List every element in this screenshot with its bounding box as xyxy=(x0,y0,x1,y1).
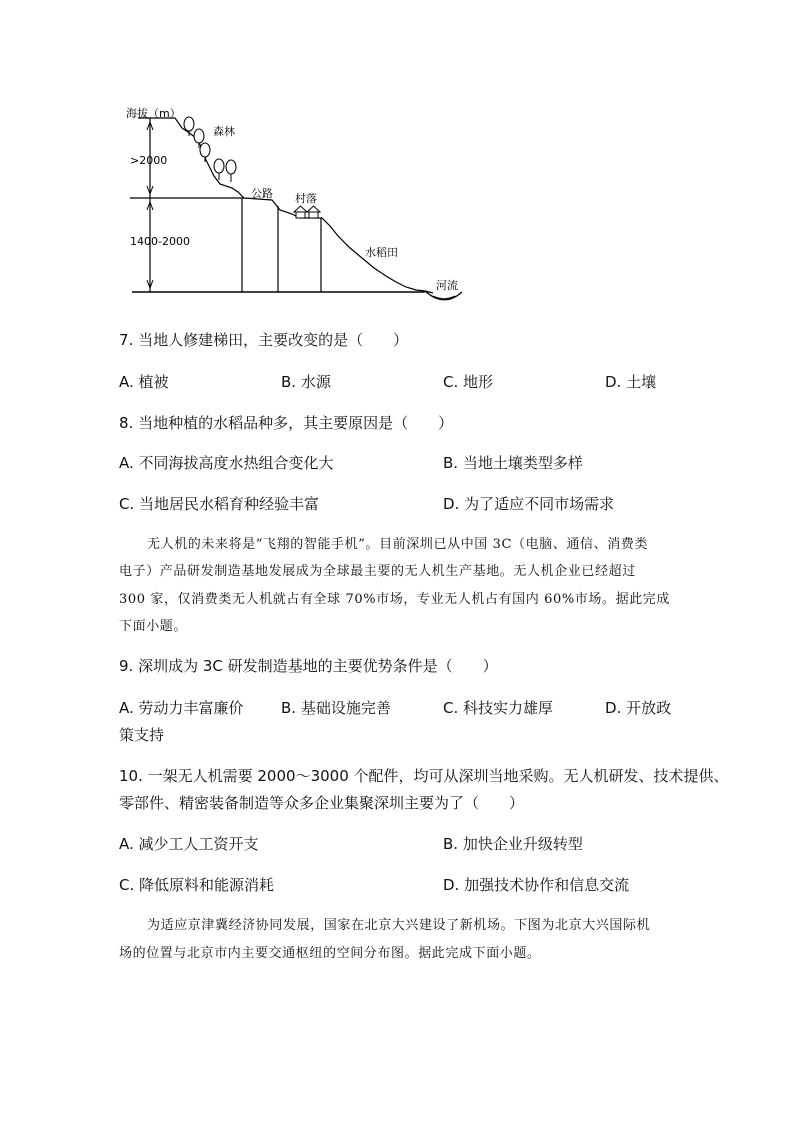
q8-option-b: B. 当地土壤类型多样 xyxy=(443,454,583,472)
band-label-high: >2000 xyxy=(130,154,168,167)
q10-stem-line2: 零部件、精密装备制造等众多企业集聚深圳主要为了（ ） xyxy=(119,794,525,812)
q9-option-c: C. 科技实力雄厚 xyxy=(443,699,554,717)
band-label-mid: 1400-2000 xyxy=(130,235,190,248)
q9-option-d: D. 开放政 xyxy=(605,699,672,717)
q9-option-d-continued: 策支持 xyxy=(119,726,165,744)
q10-option-a: A. 减少工人工资开支 xyxy=(119,835,259,853)
q8-option-d: D. 为了适应不同市场需求 xyxy=(443,495,615,513)
q8-option-a: A. 不同海拔高度水热组合变化大 xyxy=(119,454,334,472)
q7-option-b: B. 水源 xyxy=(281,373,331,391)
passage1-line4: 下面小题。 xyxy=(119,619,188,634)
passage2-line1: 为适应京津冀经济协同发展，国家在北京大兴建设了新机场。下图为北京大兴国际机 xyxy=(147,918,651,933)
q10-option-d: D. 加强技术协作和信息交流 xyxy=(443,876,630,894)
q8-stem: 8. 当地种植的水稻品种多，其主要原因是（ ） xyxy=(119,414,454,432)
passage1-line2: 电子）产品研发制造基地发展成为全球最主要的无人机生产基地。无人机企业已经超过 xyxy=(119,564,636,579)
passage1-line1: 无人机的未来将是“飞翔的智能手机”。目前深圳已从中国 3C（电脑、通信、消费类 xyxy=(147,537,649,552)
terrain-profile-line xyxy=(175,118,433,293)
axis-label: 海拔（m） xyxy=(126,107,181,120)
q10-option-c: C. 降低原料和能源消耗 xyxy=(119,876,275,894)
q9-stem: 9. 深圳成为 3C 研发制造基地的主要优势条件是（ ） xyxy=(119,657,498,675)
q8-option-c: C. 当地居民水稻育种经验丰富 xyxy=(119,495,320,513)
terrain-profile-figure xyxy=(0,0,794,320)
label-road: 公路 xyxy=(251,187,273,200)
q10-stem-line1: 10. 一架无人机需要 2000～3000 个配件，均可从深圳当地采购。无人机研发、技术提供、 xyxy=(119,767,729,785)
passage1-line3: 300 家，仅消费类无人机就占有全球 70%市场，专业无人机占有国内 60%市场。据此完成 xyxy=(119,592,670,607)
label-river: 河流 xyxy=(436,279,458,292)
q7-stem: 7. 当地人修建梯田，主要改变的是（ ） xyxy=(119,331,409,349)
q7-option-d: D. 土壤 xyxy=(605,373,657,391)
label-forest: 森林 xyxy=(213,125,235,138)
q7-option-c: C. 地形 xyxy=(443,373,494,391)
label-village: 村落 xyxy=(295,192,317,205)
q10-option-b: B. 加快企业升级转型 xyxy=(443,835,583,853)
q7-option-a: A. 植被 xyxy=(119,373,169,391)
house-icons xyxy=(294,206,320,218)
q9-option-b: B. 基础设施完善 xyxy=(281,699,391,717)
passage2-line2: 场的位置与北京市内主要交通枢纽的空间分布图。据此完成下面小题。 xyxy=(119,946,541,961)
label-paddy: 水稻田 xyxy=(365,246,398,259)
q9-option-a: A. 劳动力丰富廉价 xyxy=(119,699,244,717)
